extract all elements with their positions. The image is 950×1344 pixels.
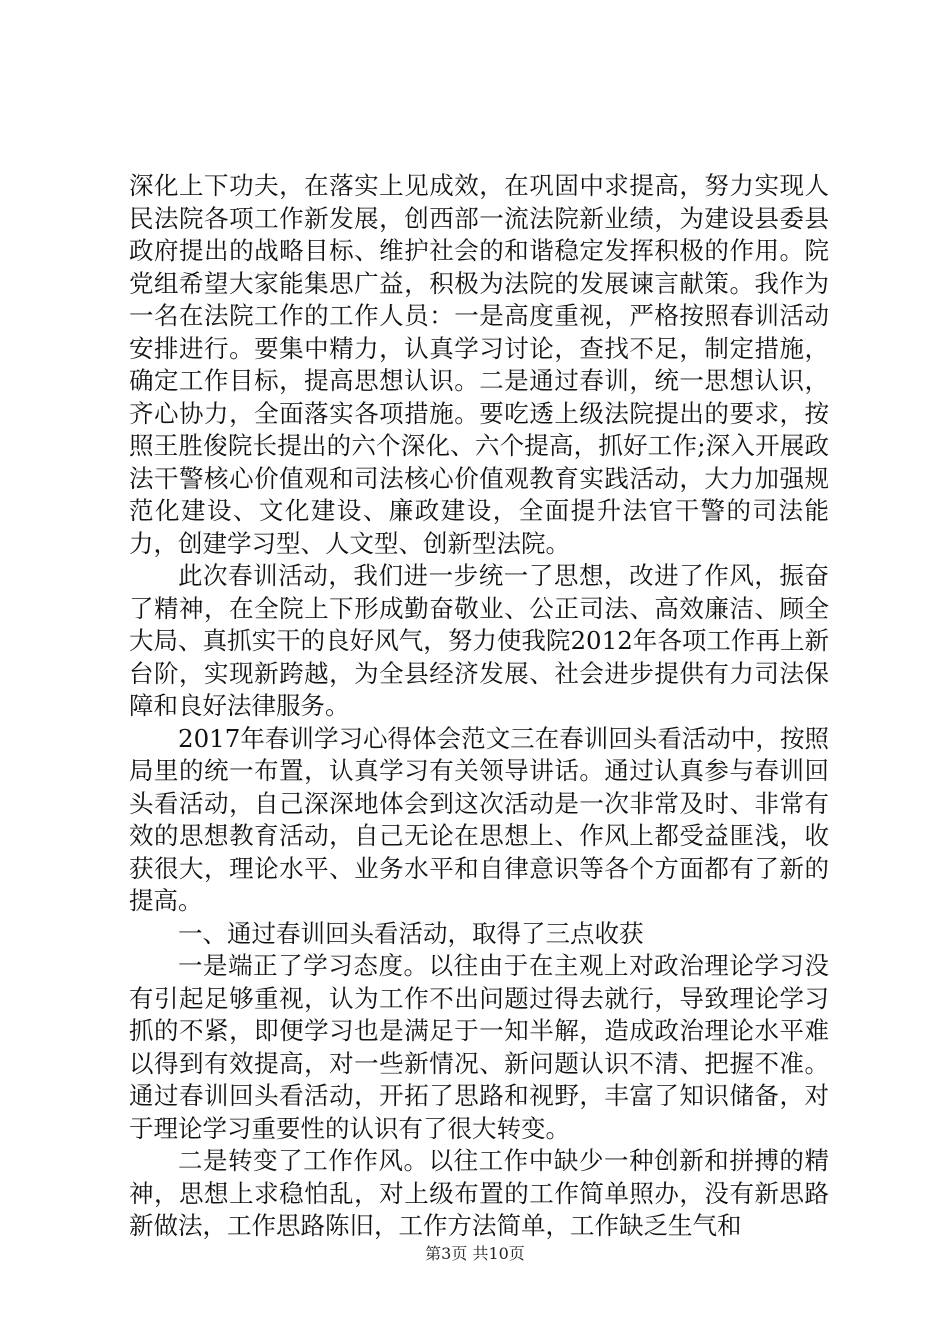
paragraph-1: 深化上下功夫，在落实上见成效，在巩固中求提高，努力实现人民法院各项工作新发展，创西部一流法院新业绩，为建设县委县政府提出的战略目标、维护社会的和谐稳定发挥积极的作用。院党组希望大家能集思广益，积极为法院的发展谏言献策。我作为一名在法院工作的工作人员：一是高度重视，严格按照春训活动安排进行。要集中精力，认真学习讨论，查找不足，制定措施，确定工作目标，提高思想认识。二是通过春训，统一思想认识，齐心协力，全面落实各项措施。要吃透上级法院提出的要求，按照王胜俊院长提出的六个深化、六个提高，抓好工作;深入开展政法干警核心价值观和司法核心价值观教育实践活动，大力加强规范化建设、文化建设、廉政建设，全面提升法官干警的司法能力，创建学习型、人文型、创新型法院。 — [129, 171, 829, 558]
paragraph-4: 一是端正了学习态度。以往由于在主观上对政治理论学习没有引起足够重视，认为工作不出问题过得去就行，导致理论学习抓的不紧，即便学习也是满足于一知半解，造成政治理论水平难以得到有效提高，对一些新情况、新问题认识不清、把握不准。通过春训回头看活动，开拓了思路和视野，丰富了知识储备，对于理论学习重要性的认识有了很大转变。 — [129, 951, 829, 1143]
section-heading: 一、通过春训回头看活动，取得了三点收获 — [178, 918, 644, 948]
paragraph-2: 此次春训活动，我们进一步统一了思想，改进了作风，振奋了精神，在全院上下形成勤奋敬业、公正司法、高效廉洁、顾全大局、真抓实干的良好风气，努力使我院2012年各项工作再上新台阶，实现新跨越，为全县经济发展、社会进步提供有力司法保障和良好法律服务。 — [129, 561, 829, 720]
paragraph-5: 二是转变了工作作风。以往工作中缺少一种创新和拼搏的精神，思想上求稳怕乱，对上级布置的工作简单照办，没有新思路新做法，工作思路陈旧，工作方法简单，工作缺乏生气和 — [129, 1146, 829, 1240]
document-body — [129, 170, 829, 1243]
paragraph-3: 2017年春训学习心得体会范文三在春训回头看活动中，按照局里的统一布置，认真学习有关领导讲话。通过认真参与春训回头看活动，自己深深地体会到这次活动是一次非常及时、非常有效的思想教育活动，自己无论在思想上、作风上都受益匪浅，收获很大，理论水平、业务水平和自律意识等各个方面都有了新的提高。 — [129, 723, 829, 915]
page-number-footer: 第3页 共10页 — [425, 1244, 525, 1263]
